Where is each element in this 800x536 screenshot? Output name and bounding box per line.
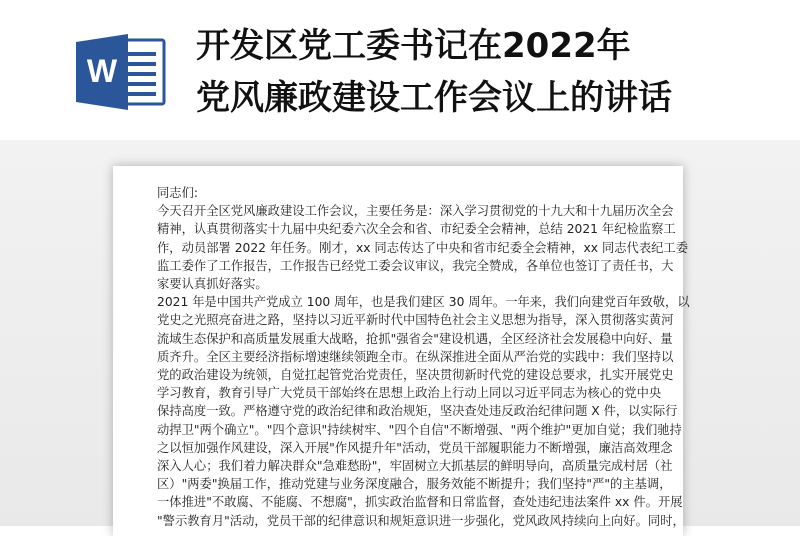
body-line: 监工委作了工作报告，工作报告已经党工委会议审议，我完全赞成，各单位也签订了责任书，大 (157, 258, 674, 273)
body-line: 2021 年是中国共产党成立 100 周年，也是我们建区 30 周年。一年来，我们向建党百年致敬，以 (157, 295, 690, 310)
document-page (113, 166, 690, 536)
body-line: "警示教育月"活动，党员干部的纪律意识和规矩意识进一步强化，党风政风持续向上向好。同时， (157, 513, 685, 528)
body-line: 党史之光照亮奋进之路，坚持以习近平新时代中国特色社会主义思想为指导，深入贯彻落实黄河 (157, 313, 674, 328)
body-line: 流域生态保护和高质量发展重大战略，抢抓"强省会"建设机遇，全区经济社会发展稳中向好、量 (157, 331, 673, 346)
title-line-1: 开发区党工委书记在2022年 (196, 26, 631, 66)
page-title (196, 20, 776, 124)
word-icon-glyph: W (86, 53, 118, 89)
body-line: 学习教育，教育引导广大党员干部始终在思想上政治上行动上同以习近平同志为核心的党中央 (157, 386, 662, 401)
body-line: 党的政治建设为统领，自觉扛起管党治党责任，坚决贯彻新时代党的建设总要求，扎实开展党史 (157, 368, 674, 383)
body-line: 之以恒加强作风建设，深入开展"作风提升年"活动，党员干部履职能力不断增强，廉洁高效理念 (157, 440, 673, 455)
body-line: 质齐升。全区主要经济指标增速继续领跑全市。在纵深推进全面从严治党的实践中：我们坚持以 (157, 349, 674, 364)
body-line: 动捍卫"两个确立"。"四个意识"持续树牢、"四个自信"不断增强、"两个维护"更加自觉；我们驰持 (157, 422, 682, 437)
word-document-icon (76, 34, 168, 110)
body-line: 区）"两委"换届工作，推动党建与业务深度融合，服务效能不断提升；我们坚持"严"的主基调， (157, 477, 672, 492)
title-line-2: 党风廉政建设工作会议上的讲话 (196, 78, 672, 118)
body-line: 作，动员部署 2022 年任务。刚才，xx 同志传达了中央和省市纪委全会精神，xx 同志代表纪工委 (157, 240, 689, 255)
body-line: 保持高度一致。严格遵守党的政治纪律和政治规矩，坚决查处违反政治纪律问题 X 件，以实际行 (157, 404, 678, 419)
body-line: 深入人心；我们着力解决群众"急难愁盼"，牢固树立大抓基层的鲜明导向，高质量完成村居（社 (157, 459, 673, 474)
body-line: 今天召开全区党风廉政建设工作会议，主要任务是：深入学习贯彻党的十九大和十九届历次全会 (157, 204, 674, 219)
body-line: 同志们: (157, 186, 199, 200)
body-line: 家要认真抓好落实。 (157, 277, 268, 292)
body-line: 精神，认真贯彻落实十九届中央纪委六次全会和省、市纪委全会精神，总结 2021 年纪检监察工 (157, 222, 676, 237)
body-line: 一体推进"不敢腐、不能腐、不想腐"，抓实政治监督和日常监督，查处违纪违法案件 xx 件。开展 (157, 495, 683, 510)
header (0, 0, 800, 140)
document-body (157, 184, 690, 530)
